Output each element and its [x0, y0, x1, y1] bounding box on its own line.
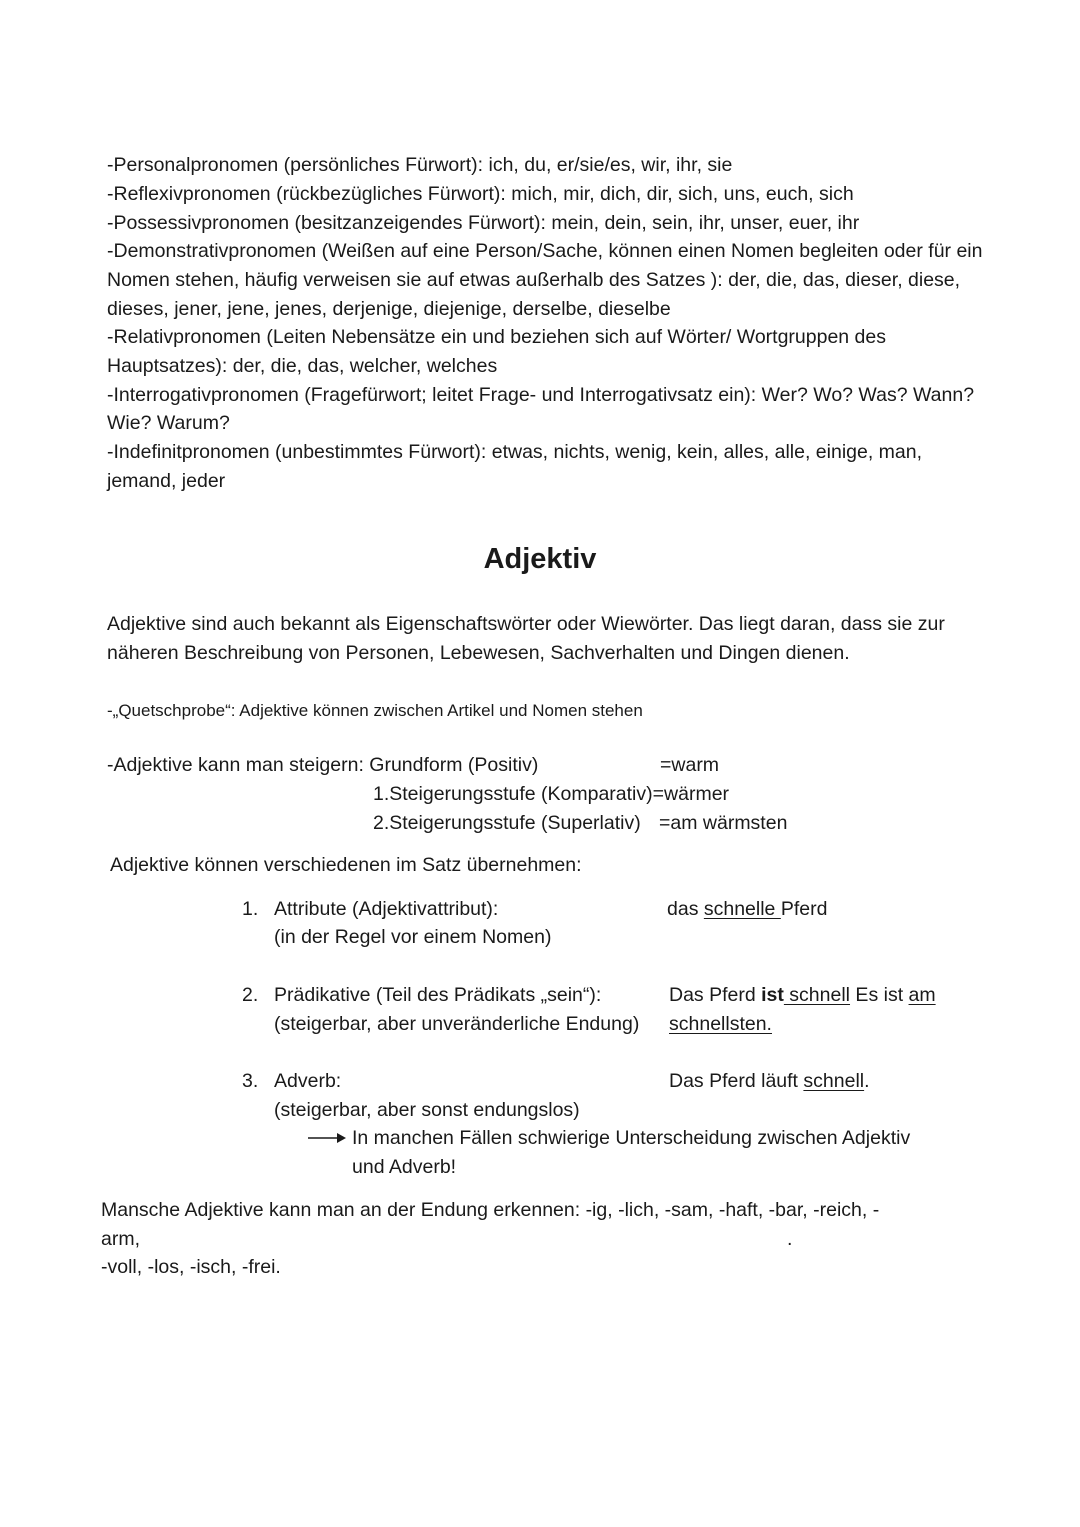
adverb-number: 3. [242, 1070, 259, 1092]
steigerung-superlativ: =am wärmsten [659, 812, 788, 834]
pronomen-indefinit-1: -Indefinitpronomen (unbestimmtes Fürwort): etwas, nichts, wenig, kein, alles, alle, einige, man, [107, 441, 923, 463]
adjektiv-intro-1: Adjektive sind auch bekannt als Eigenschaftswörter oder Wiewörter. Das liegt daran, dass sie zur [107, 613, 945, 635]
attribut-label: Attribute (Adjektivattribut): [274, 898, 499, 920]
adverb-example [669, 1067, 870, 1096]
example-underlined: schnellsten. [669, 1013, 772, 1035]
example-text: . [864, 1070, 870, 1092]
attribut-number: 1. [242, 898, 259, 920]
steigerung-intro: -Adjektive kann man steigern: Grundform (Positiv) [107, 754, 539, 776]
example-text: Das Pferd läuft [669, 1070, 804, 1092]
section-title-adjektiv: Adjektiv [483, 543, 597, 575]
adverb-note: (steigerbar, aber sonst endungslos) [274, 1099, 580, 1121]
endungen-line-2: arm, [101, 1228, 140, 1250]
pronomen-possessiv: -Possessivpronomen (besitzanzeigendes Fürwort): mein, dein, sein, ihr, unser, euer, ihr [107, 212, 860, 234]
quetschprobe-line: -„Quetschprobe“: Adjektive können zwischen Artikel und Nomen stehen [107, 701, 643, 720]
pronomen-interrogativ-2: Wie? Warum? [107, 412, 230, 434]
example-text: Das Pferd [669, 984, 762, 1006]
pronomen-demonstrativ-3: dieses, jener, jene, jenes, derjenige, diejenige, derselbe, dieselbe [107, 298, 671, 320]
example-underlined: am [908, 984, 936, 1006]
example-underlined: schnell [803, 1070, 865, 1092]
example-underlined: schnelle [703, 898, 781, 920]
stray-dot: . [787, 1228, 793, 1250]
steigerung-superlativ-label: 2.Steigerungsstufe (Superlativ) [373, 812, 641, 834]
example-text: Es ist [850, 984, 909, 1006]
endungen-line-1: Mansche Adjektive kann man an der Endung erkennen: -ig, -lich, -sam, -haft, -bar, -reich, - [101, 1199, 880, 1221]
praedikativ-example [669, 981, 936, 1010]
example-text: das [667, 898, 704, 920]
endungen-line-3: -voll, -los, -isch, -frei. [101, 1256, 281, 1278]
adverb-hint-2: und Adverb! [352, 1156, 457, 1178]
steigerung-positiv: =warm [660, 754, 720, 776]
steigerung-komparativ: 1.Steigerungsstufe (Komparativ)=wärmer [373, 783, 730, 805]
praedikativ-example-cont [669, 1010, 772, 1039]
pronomen-interrogativ-1: -Interrogativpronomen (Fragefürwort; leitet Frage- und Interrogativsatz ein): Wer? Wo? Was? Wann? [107, 384, 975, 406]
pronomen-personal: -Personalpronomen (persönliches Fürwort): ich, du, er/sie/es, wir, ihr, sie [107, 154, 733, 176]
pronomen-demonstrativ-2: Nomen stehen, häufig verweisen sie auf etwas außerhalb des Satzes ): der, die, das, dieser, diese, [107, 269, 961, 291]
adjektiv-intro-2: näheren Beschreibung von Personen, Lebewesen, Sachverhalten und Dingen dienen. [107, 642, 850, 664]
pronomen-reflexiv: -Reflexivpronomen (rückbezügliches Fürwort): mich, mir, dich, dir, sich, uns, euch, sich [107, 183, 854, 205]
praedikativ-note: (steigerbar, aber unveränderliche Endung) [274, 1013, 640, 1035]
pronomen-relativ-2: Hauptsatzes): der, die, das, welcher, welches [107, 355, 498, 377]
attribut-note: (in der Regel vor einem Nomen) [274, 926, 552, 948]
adverb-label: Adverb: [274, 1070, 342, 1092]
pronomen-relativ-1: -Relativpronomen (Leiten Nebensätze ein und beziehen sich auf Wörter/ Wortgruppen des [107, 326, 887, 348]
example-text: Pferd [780, 898, 828, 920]
praedikativ-label: Prädikative (Teil des Prädikats „sein“): [274, 984, 602, 1006]
example-bold: ist [761, 984, 784, 1006]
funktionen-intro: Adjektive können verschiedenen im Satz übernehmen: [110, 854, 582, 876]
praedikativ-number: 2. [242, 984, 259, 1006]
adverb-hint-1: In manchen Fällen schwierige Unterscheidung zwischen Adjektiv [352, 1127, 911, 1149]
arrow-right-icon [306, 1128, 346, 1148]
example-underlined: schnell [783, 984, 851, 1006]
pronomen-demonstrativ-1: -Demonstrativpronomen (Weißen auf eine Person/Sache, können einen Nomen begleiten oder für ein [107, 240, 983, 262]
pronomen-indefinit-2: jemand, jeder [107, 470, 226, 492]
attribut-example [667, 895, 827, 924]
